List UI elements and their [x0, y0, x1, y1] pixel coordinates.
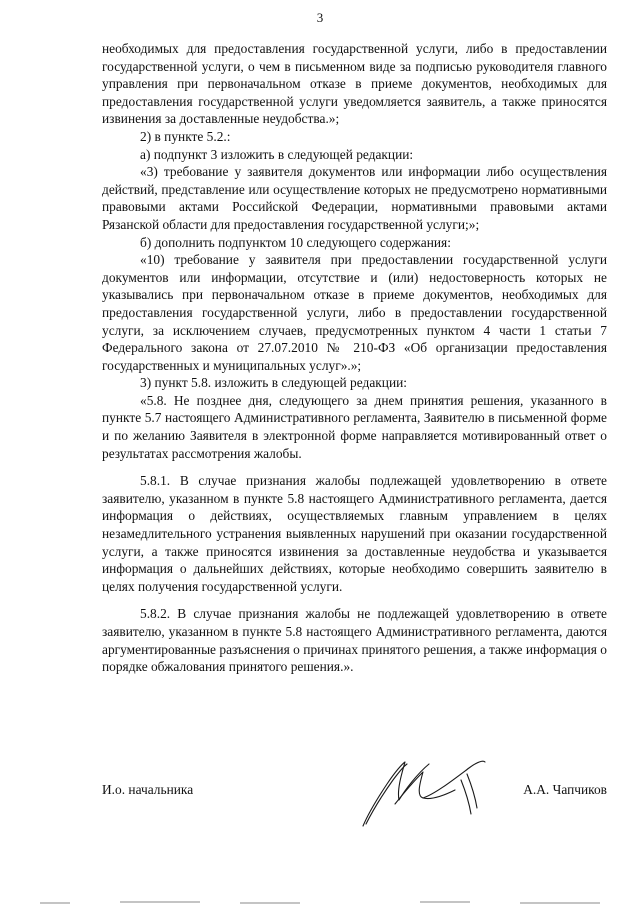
paragraph: 2) в пункте 5.2.:: [140, 128, 231, 144]
paragraph: «10) требование у заявителя при предоставлении государственной услуги документов или информации, отсутствие и (или) недостоверность которых не указывались при первоначальном отказе в приеме документов, необходимых для предоставления государственной услуги, либо в предоставлении государственной услуги, за исключением случаев, предусмотренных пунктом 4 части 1 статьи 7 Федерального закона от 27.07.2010 № 210-ФЗ «Об организации предоставления государственных и муниципальных услуг».»;: [102, 252, 607, 373]
document-body: [102, 40, 607, 676]
signatory-position: И.о. начальника: [102, 782, 194, 797]
paragraph: а) подпункт 3 изложить в следующей редакции:: [140, 146, 414, 162]
scan-edge-marks: [0, 893, 640, 905]
signatory-name: А.А. Чапчиков: [523, 782, 607, 797]
paragraph: «5.8. Не позднее дня, следующего за днем принятия решения, указанного в пункте 5.7 настоящего Административного регламента, Заявителю в письменной форме и по желанию Заявителя в электронной форме направляется мотивированный ответ о результатах рассмотрения жалобы.: [102, 392, 607, 461]
page-number: 3: [316, 10, 324, 25]
signature-block: [102, 772, 607, 832]
paragraph: 5.8.1. В случае признания жалобы подлежащей удовлетворению в ответе заявителю, указанном в пункте 5.8 настоящего Административного регламента, дается информация о действиях, осуществляемых главным управлением в целях незамедлительного устранения выявленных нарушений при оказании государственной услуги, а также приносятся извинения за доставленные неудобства и указывается информация о дальнейших действиях, которые необходимо совершить заявителю в целях получения государственной услуги.: [102, 473, 607, 594]
paragraph: 5.8.2. В случае признания жалобы не подлежащей удовлетворению в ответе заявителю, указанном в пункте 5.8 настоящего Административного регламента, даются аргументированные разъяснения о причинах принятого решения, а также информация о порядке обжалования принятого решения.».: [102, 606, 607, 675]
paragraph: б) дополнить подпунктом 10 следующего содержания:: [140, 234, 451, 250]
paragraph: 3) пункт 5.8. изложить в следующей редакции:: [140, 375, 408, 391]
paragraph: «3) требование у заявителя документов или информации либо осуществления действий, представление или осуществление которых не предусмотрено нормативными правовыми актами Российской Федерации, нормативными правовыми актами Рязанской области для предоставления государственной услуги;»;: [102, 164, 607, 232]
handwritten-signature-icon: [357, 750, 507, 830]
paragraph: необходимых для предоставления государственной услуги, либо в предоставлении государственной услуги, о чем в письменном виде за подписью руководителя главного управления при первоначальном отказе в приеме документов, необходимых для предоставления государственной услуги уведомляется заявитель, а также приносятся извинения за доставленные неудобства.»;: [102, 41, 607, 127]
